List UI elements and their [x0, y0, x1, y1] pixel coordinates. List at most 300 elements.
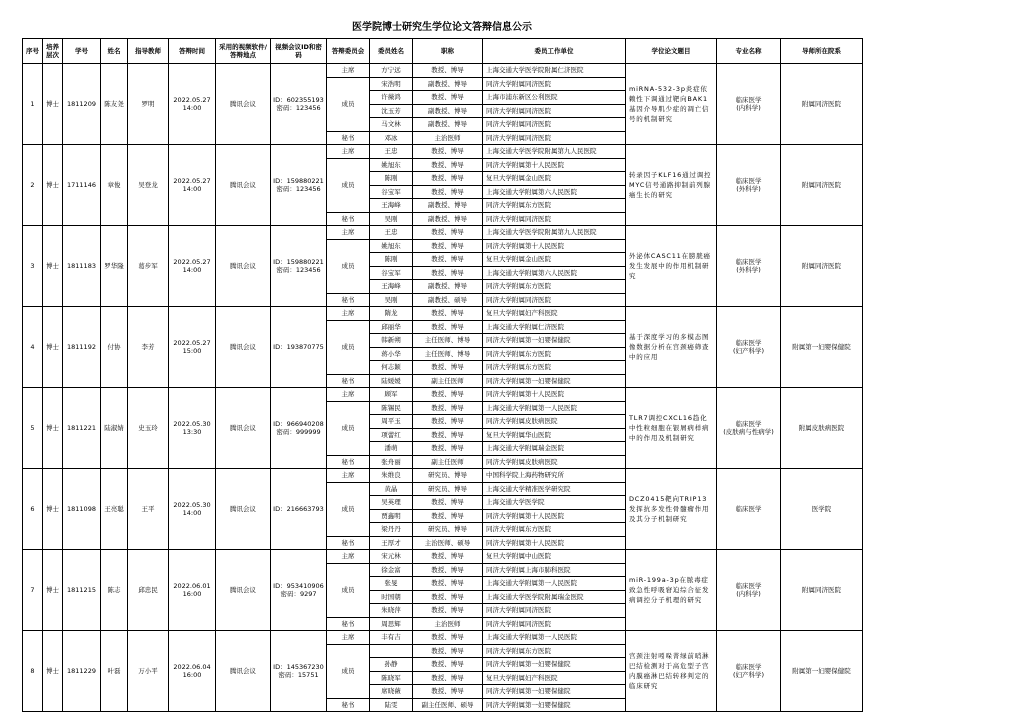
header-defense-time: 答辩时间: [169, 39, 216, 64]
member-unit: 同济大学附属第十人民医院: [483, 536, 626, 550]
meeting-id: ID：159880221: [273, 177, 324, 185]
member-unit: 同济大学附属东方医院: [483, 644, 626, 658]
member-title: 研究员、博导: [413, 523, 483, 537]
member-name: 丰有吉: [370, 631, 413, 645]
meeting-password: 密码：123456: [276, 104, 321, 112]
meeting-password: 密码：123456: [276, 185, 321, 193]
member-title: 教授、博导: [413, 388, 483, 402]
member-name: 陈晓军: [370, 671, 413, 685]
committee-role-chair: 主席: [327, 307, 370, 321]
major-name: [717, 64, 781, 145]
major-main: 临床医学: [735, 663, 762, 671]
advisor-department: 附属同济医院: [781, 226, 863, 307]
meeting-id: ID：145367230: [273, 663, 324, 671]
member-name: 项蕾红: [370, 428, 413, 442]
advisor-department: 医学院: [781, 469, 863, 550]
member-name: 何志颖: [370, 361, 413, 375]
training-level: 博士: [43, 631, 63, 712]
major-sub: (外科学): [736, 185, 761, 193]
advisor-department: 附属同济医院: [781, 550, 863, 631]
member-title: 副主任医师: [413, 455, 483, 469]
member-unit: 同济大学附属东方医院: [483, 347, 626, 361]
member-name: 陆媛媛: [370, 374, 413, 388]
member-title: 主任医师、博导: [413, 334, 483, 348]
member-title: 教授、博导: [413, 145, 483, 159]
major-sub: (内科学): [736, 590, 761, 598]
member-name: 时国朝: [370, 590, 413, 604]
row-index: 8: [23, 631, 43, 712]
major-main: 临床医学: [735, 96, 762, 104]
committee-role-member: 成员: [327, 320, 370, 374]
member-name: 席晓薇: [370, 685, 413, 699]
member-unit: 上海交通大学医学院附属第九人民医院: [483, 145, 626, 159]
row-index: 6: [23, 469, 43, 550]
member-unit: 同济大学附属第一妇婴保健院: [483, 374, 626, 388]
advisor-department: 附属第一妇婴保健院: [781, 631, 863, 712]
member-name: [370, 644, 413, 658]
member-name: 王海峰: [370, 199, 413, 213]
meeting-id: ID：159880221: [273, 258, 324, 266]
member-title: 教授、博导: [413, 320, 483, 334]
member-unit: 同济大学附属第十人民医院: [483, 509, 626, 523]
table-row: [23, 64, 863, 78]
student-name: 陈友尧: [101, 64, 128, 145]
training-level: 博士: [43, 469, 63, 550]
member-title: 教授、博导: [413, 442, 483, 456]
training-level: 博士: [43, 64, 63, 145]
header-member-title: 职称: [413, 39, 483, 64]
member-title: 副教授、博导: [413, 199, 483, 213]
member-unit: 同济大学附属同济医院: [483, 77, 626, 91]
member-unit: 同济大学附属同济医院: [483, 604, 626, 618]
member-unit: 上海交通大学附属第六人民医院: [483, 185, 626, 199]
major-main: 临床医学: [735, 258, 762, 266]
meeting-software: 腾讯会议: [216, 64, 271, 145]
defense-date: 2022.05.27: [173, 177, 211, 185]
committee-role-member: 成员: [327, 482, 370, 536]
member-name: 许薇鸿: [370, 91, 413, 105]
member-title: 主治医师、硕导: [413, 536, 483, 550]
advisor-department: 附属第一妇婴保健院: [781, 307, 863, 388]
major-sub: (妇产科学): [732, 671, 765, 679]
committee-role-secretary: 秘书: [327, 455, 370, 469]
header-level: 培养层次: [43, 39, 63, 64]
thesis-title: 外泌体CASC11在膀胱癌发生发展中的作用机制研究: [626, 226, 717, 307]
member-unit: 同济大学附属第一妇婴保健院: [483, 685, 626, 699]
defense-date: 2022.05.27: [173, 258, 211, 266]
member-unit: 同济大学附属东方医院: [483, 361, 626, 375]
member-title: 教授、博导: [413, 266, 483, 280]
student-name: 付协: [101, 307, 128, 388]
major-name: [717, 631, 781, 712]
member-title: 教授、博导: [413, 226, 483, 240]
advisor-name: 罗明: [128, 64, 169, 145]
committee-role-chair: 主席: [327, 469, 370, 483]
member-unit: 同济大学附属第十人民医院: [483, 239, 626, 253]
header-software: 采用的视频软件/答辩地点: [216, 39, 271, 64]
member-title: 主治医师: [413, 617, 483, 631]
training-level: 博士: [43, 145, 63, 226]
major-name: [717, 388, 781, 469]
header-index: 序号: [23, 39, 43, 64]
member-title: 教授、博导: [413, 307, 483, 321]
defense-time: [169, 550, 216, 631]
committee-role-member: 成员: [327, 401, 370, 455]
member-unit: 同济大学附属第一妇婴保健院: [483, 334, 626, 348]
advisor-name: 万小平: [128, 631, 169, 712]
member-unit: 中国科学院上海药物研究所: [483, 469, 626, 483]
student-id: 1711146: [63, 145, 101, 226]
committee-role-chair: 主席: [327, 388, 370, 402]
member-title: 教授、博导: [413, 577, 483, 591]
member-name: 陆雯: [370, 698, 413, 712]
member-title: 副主任医师: [413, 374, 483, 388]
defense-date: 2022.06.01: [173, 582, 211, 590]
defense-clock: 13:30: [182, 428, 202, 436]
member-title: 教授、博导: [413, 428, 483, 442]
header-thesis: 学位论文题目: [626, 39, 717, 64]
member-name: 宋元林: [370, 550, 413, 564]
member-name: 陈刚: [370, 253, 413, 267]
committee-role-secretary: 秘书: [327, 617, 370, 631]
advisor-department: 附属同济医院: [781, 64, 863, 145]
member-name: 周平玉: [370, 415, 413, 429]
defense-clock: 14:00: [182, 509, 202, 517]
defense-time: [169, 145, 216, 226]
member-name: 隋龙: [370, 307, 413, 321]
table-body: [23, 64, 863, 712]
member-unit: 上海交通大学医学院附属瑞金医院: [483, 590, 626, 604]
member-unit: 同济大学附属皮肤病医院: [483, 415, 626, 429]
member-unit: 同济大学附属第十人民医院: [483, 388, 626, 402]
member-name: 邱丽华: [370, 320, 413, 334]
member-unit: 同济大学附属第一妇婴保健院: [483, 698, 626, 712]
member-name: 潘萌: [370, 442, 413, 456]
member-unit: 上海市浦东新区公利医院: [483, 91, 626, 105]
member-unit: 同济大学附属东方医院: [483, 199, 626, 213]
member-name: 韩新朔: [370, 334, 413, 348]
committee-role-member: 成员: [327, 77, 370, 131]
defense-date: 2022.05.30: [173, 420, 211, 428]
student-id: 1811183: [63, 226, 101, 307]
member-title: 研究员、博导: [413, 482, 483, 496]
member-name: 陈刚: [370, 172, 413, 186]
meeting-id: ID：602355193: [273, 96, 324, 104]
major-name: [717, 145, 781, 226]
member-title: 副教授、博导: [413, 118, 483, 132]
training-level: 博士: [43, 307, 63, 388]
member-unit: 同济大学附属东方医院: [483, 280, 626, 294]
defense-date: 2022.05.30: [173, 501, 211, 509]
member-title: 教授、博导: [413, 253, 483, 267]
header-meeting: 视频会议ID和密码: [271, 39, 327, 64]
member-name: 蒋小华: [370, 347, 413, 361]
advisor-name: 葛步军: [128, 226, 169, 307]
member-name: 王厚才: [370, 536, 413, 550]
student-name: 章俊: [101, 145, 128, 226]
member-title: 教授、博导: [413, 415, 483, 429]
advisor-name: 王平: [128, 469, 169, 550]
member-title: 副教授、硕导: [413, 293, 483, 307]
member-unit: 复旦大学附属华山医院: [483, 428, 626, 442]
student-id: 1811221: [63, 388, 101, 469]
member-title: 教授、博导: [413, 644, 483, 658]
row-index: 2: [23, 145, 43, 226]
member-name: 朱晓萍: [370, 604, 413, 618]
row-index: 1: [23, 64, 43, 145]
defense-date: 2022.05.27: [173, 96, 211, 104]
member-unit: 同济大学附属上海市肺科医院: [483, 563, 626, 577]
major-name: [717, 469, 781, 550]
student-id: 1811192: [63, 307, 101, 388]
member-unit: 复旦大学附属金山医院: [483, 253, 626, 267]
major-name: [717, 307, 781, 388]
student-name: 王亮聪: [101, 469, 128, 550]
defense-time: [169, 631, 216, 712]
student-id: 1811229: [63, 631, 101, 712]
defense-date: 2022.05.27: [173, 339, 211, 347]
major-main: 临床医学: [735, 420, 762, 428]
member-unit: 上海交通大学附属第一人民医院: [483, 631, 626, 645]
member-title: 副教授、博导: [413, 104, 483, 118]
member-title: 教授、博导: [413, 185, 483, 199]
table-row: [23, 226, 863, 240]
meeting-software: 腾讯会议: [216, 469, 271, 550]
member-name: 方宁远: [370, 64, 413, 78]
thesis-title: 基于深度学习的多模态图像数据分析在宫颈癌筛查中的应用: [626, 307, 717, 388]
meeting-software: 腾讯会议: [216, 145, 271, 226]
meeting-password: 密码：15751: [278, 671, 319, 679]
member-unit: 上海交通大学精准医学研究院: [483, 482, 626, 496]
major-main: 临床医学: [735, 339, 762, 347]
meeting-info: [271, 469, 327, 550]
training-level: 博士: [43, 550, 63, 631]
member-name: 吴刚: [370, 212, 413, 226]
meeting-password: 密码：9297: [280, 590, 317, 598]
header-row: [23, 39, 863, 64]
member-name: 王忠: [370, 226, 413, 240]
committee-role-member: 成员: [327, 644, 370, 698]
advisor-department: 附属同济医院: [781, 145, 863, 226]
thesis-title: DCZ0415靶向TRIP13发挥抗多发性骨髓瘤作用及其分子机制研究: [626, 469, 717, 550]
member-name: 宋浩明: [370, 77, 413, 91]
member-name: 陈锡民: [370, 401, 413, 415]
member-unit: 上海交通大学医学院附属第九人民医院: [483, 226, 626, 240]
member-unit: 同济大学附属东方医院: [483, 523, 626, 537]
student-id: 1811098: [63, 469, 101, 550]
committee-role-chair: 主席: [327, 145, 370, 159]
header-major: 专业名称: [717, 39, 781, 64]
member-name: 徐金富: [370, 563, 413, 577]
member-name: 马文林: [370, 118, 413, 132]
member-unit: 复旦大学附属妇产科医院: [483, 307, 626, 321]
major-name: [717, 226, 781, 307]
committee-role-secretary: 秘书: [327, 698, 370, 712]
major-sub: (妇产科学): [732, 347, 765, 355]
training-level: 博士: [43, 388, 63, 469]
member-title: 教授、博导: [413, 64, 483, 78]
member-name: 姚旭东: [370, 158, 413, 172]
meeting-info: [271, 550, 327, 631]
member-title: 副教授、博导: [413, 280, 483, 294]
member-title: 教授、博导: [413, 604, 483, 618]
defense-time: [169, 307, 216, 388]
member-unit: 复旦大学附属中山医院: [483, 550, 626, 564]
student-name: 陆淑婧: [101, 388, 128, 469]
member-unit: 上海交通大学附属第一人民医院: [483, 401, 626, 415]
committee-role-chair: 主席: [327, 550, 370, 564]
member-title: 教授、博导: [413, 671, 483, 685]
meeting-software: 腾讯会议: [216, 226, 271, 307]
committee-role-chair: 主席: [327, 631, 370, 645]
member-title: 副主任医师、硕导: [413, 698, 483, 712]
defense-time: [169, 226, 216, 307]
member-title: 副教授、博导: [413, 77, 483, 91]
meeting-info: [271, 145, 327, 226]
advisor-name: 吴登龙: [128, 145, 169, 226]
student-id: 1811209: [63, 64, 101, 145]
major-main: 临床医学: [735, 505, 762, 513]
defense-clock: 16:00: [182, 590, 202, 598]
member-name: 谷宝军: [370, 266, 413, 280]
member-unit: 同济大学附属第一妇婴保健院: [483, 658, 626, 672]
member-name: 沈玉芳: [370, 104, 413, 118]
advisor-name: 李芳: [128, 307, 169, 388]
member-title: 教授、博导: [413, 496, 483, 510]
defense-info-table: [22, 38, 863, 712]
meeting-id: ID：953410906: [273, 582, 324, 590]
row-index: 4: [23, 307, 43, 388]
member-name: 吴刚: [370, 293, 413, 307]
thesis-title: miRNA-532-3p炎症依赖性下调通过靶向BAK1基因介导肌少症的凋亡信号的机制研究: [626, 64, 717, 145]
committee-role-member: 成员: [327, 563, 370, 617]
member-title: 教授、博导: [413, 401, 483, 415]
row-index: 5: [23, 388, 43, 469]
defense-time: [169, 469, 216, 550]
member-title: 教授、博导: [413, 361, 483, 375]
thesis-title: miR-199a-3p在脓毒症致急性呼吸窘迫综合征发病调控分子机理的研究: [626, 550, 717, 631]
member-name: 黄晶: [370, 482, 413, 496]
member-unit: 同济大学附属同济医院: [483, 104, 626, 118]
member-title: 教授、博导: [413, 685, 483, 699]
member-name: 孙静: [370, 658, 413, 672]
student-name: 叶磊: [101, 631, 128, 712]
header-committee: 答辩委员会: [327, 39, 370, 64]
committee-role-member: 成员: [327, 158, 370, 212]
meeting-password: 密码：123456: [276, 266, 321, 274]
training-level: 博士: [43, 226, 63, 307]
advisor-department: 附属皮肤病医院: [781, 388, 863, 469]
meeting-software: 腾讯会议: [216, 631, 271, 712]
page-title: 医学院博士研究生学位论文答辩信息公示: [352, 22, 532, 33]
member-title: 教授、博导: [413, 172, 483, 186]
member-title: 主治医师: [413, 131, 483, 145]
defense-clock: 14:00: [182, 185, 202, 193]
committee-role-member: 成员: [327, 239, 370, 293]
major-main: 临床医学: [735, 582, 762, 590]
major-sub: (皮肤病与性病学): [723, 428, 774, 436]
meeting-info: [271, 631, 327, 712]
row-index: 7: [23, 550, 43, 631]
row-index: 3: [23, 226, 43, 307]
member-unit: 同济大学附属同济医院: [483, 212, 626, 226]
member-unit: 同济大学附属第十人民医院: [483, 158, 626, 172]
meeting-software: 腾讯会议: [216, 550, 271, 631]
table-row: [23, 631, 863, 645]
header-student-id: 学号: [63, 39, 101, 64]
member-title: 研究员、博导: [413, 469, 483, 483]
member-name: 张旻: [370, 577, 413, 591]
member-unit: 复旦大学附属金山医院: [483, 172, 626, 186]
defense-clock: 16:00: [182, 671, 202, 679]
major-main: 临床医学: [735, 177, 762, 185]
member-unit: 同济大学附属同济医院: [483, 118, 626, 132]
meeting-info: [271, 226, 327, 307]
member-name: 姚旭东: [370, 239, 413, 253]
thesis-title: 转录因子KLF16通过调控MYC信号通路抑制前列腺癌生长的研究: [626, 145, 717, 226]
thesis-title: 宫颈注射吲哚菁绿前哨淋巴结检测对于高危型子宫内膜癌淋巴结转移判定的临床研究: [626, 631, 717, 712]
member-title: 教授、博导: [413, 658, 483, 672]
member-name: 朱维良: [370, 469, 413, 483]
member-name: 王忠: [370, 145, 413, 159]
header-member-name: 委员姓名: [370, 39, 413, 64]
meeting-software: 腾讯会议: [216, 307, 271, 388]
table-row: [23, 388, 863, 402]
committee-role-secretary: 秘书: [327, 374, 370, 388]
member-unit: 同济大学附属同济医院: [483, 617, 626, 631]
defense-clock: 15:00: [182, 347, 202, 355]
student-name: 陈志: [101, 550, 128, 631]
member-title: 主任医师、博导: [413, 347, 483, 361]
member-name: 顾军: [370, 388, 413, 402]
major-sub: (外科学): [736, 266, 761, 274]
header-name: 姓名: [101, 39, 128, 64]
table-row: [23, 550, 863, 564]
header-member-unit: 委员工作单位: [483, 39, 626, 64]
student-name: 罗华隆: [101, 226, 128, 307]
member-title: 教授、博导: [413, 631, 483, 645]
member-name: 张舟丽: [370, 455, 413, 469]
meeting-info: [271, 388, 327, 469]
committee-role-secretary: 秘书: [327, 212, 370, 226]
defense-time: [169, 388, 216, 469]
member-unit: 同济大学附属同济医院: [483, 293, 626, 307]
meeting-password: 密码：999999: [276, 428, 321, 436]
table-row: [23, 307, 863, 321]
committee-role-chair: 主席: [327, 226, 370, 240]
member-unit: 上海交通大学附属第六人民医院: [483, 266, 626, 280]
member-title: 教授、博导: [413, 239, 483, 253]
table-row: [23, 145, 863, 159]
member-name: 王海峰: [370, 280, 413, 294]
meeting-info: [271, 64, 327, 145]
member-title: 副教授、博导: [413, 212, 483, 226]
meeting-id: ID：966940208: [273, 420, 324, 428]
member-unit: 复旦大学附属妇产科医院: [483, 671, 626, 685]
defense-time: [169, 64, 216, 145]
committee-role-secretary: 秘书: [327, 536, 370, 550]
member-title: 教授、博导: [413, 158, 483, 172]
header-department: 导师所在院系: [781, 39, 863, 64]
member-name: 贾鑫明: [370, 509, 413, 523]
member-unit: 同济大学附属皮肤病医院: [483, 455, 626, 469]
advisor-name: 史玉玲: [128, 388, 169, 469]
member-unit: 上海交通大学医学院: [483, 496, 626, 510]
committee-role-secretary: 秘书: [327, 293, 370, 307]
member-title: 教授、博导: [413, 91, 483, 105]
member-unit: 同济大学附属同济医院: [483, 131, 626, 145]
defense-clock: 14:00: [182, 266, 202, 274]
